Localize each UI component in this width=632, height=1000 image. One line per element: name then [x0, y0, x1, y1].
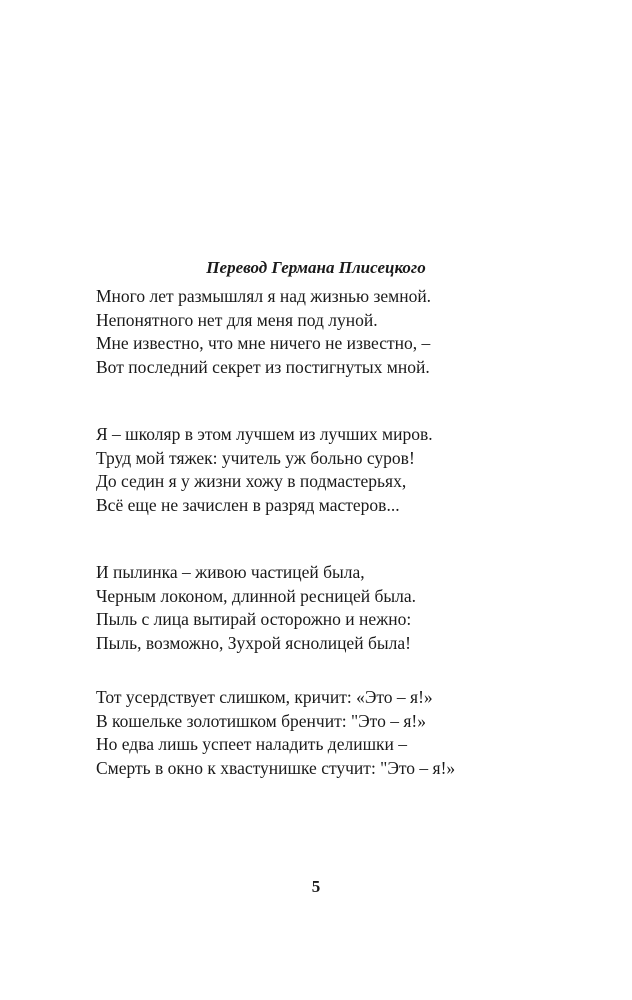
poem-line: Много лет размышлял я над жизнью земной.	[96, 286, 432, 306]
page-number: 5	[311, 877, 321, 896]
poem-line: До седин я у жизни хожу в подмастерьях,	[96, 471, 407, 491]
poem-line: Тот усердствует слишком, кричит: «Это – я!»	[96, 687, 433, 707]
stanza	[96, 561, 616, 655]
poem-line: Вот последний секрет из постигнутых мной.	[96, 356, 430, 377]
poem-line: Мне известно, что мне ничего не известно, –	[96, 333, 431, 353]
poem-line: Но едва лишь успеет наладить делишки –	[96, 734, 408, 754]
translation-heading: Перевод Германа Плисецкого	[206, 258, 426, 277]
stanza	[96, 423, 616, 517]
stanza	[96, 285, 616, 379]
poem-line: Непонятного нет для меня под луной.	[96, 309, 378, 330]
stanza	[96, 686, 616, 780]
poem-line: Пыль с лица вытирай осторожно и нежно:	[96, 609, 412, 629]
poem-line: Всё еще не зачислен в разряд мастеров...	[96, 494, 400, 515]
poem-line: Пыль, возможно, Зухрой яснолицей была!	[96, 632, 411, 653]
poem-line: В кошельке золотишком бренчит: "Это – я!»	[96, 710, 426, 731]
poem-line: И пылинка – живою частицей была,	[96, 562, 365, 582]
poem-line: Труд мой тяжек: учитель уж больно суров!	[96, 447, 415, 468]
poem-line: Черным локоном, длинной ресницей была.	[96, 585, 416, 606]
poem-line: Смерть в окно к хвастунишке стучит: "Это – я!»	[96, 757, 456, 778]
poem-line: Я – школяр в этом лучшем из лучших миров.	[96, 424, 433, 444]
